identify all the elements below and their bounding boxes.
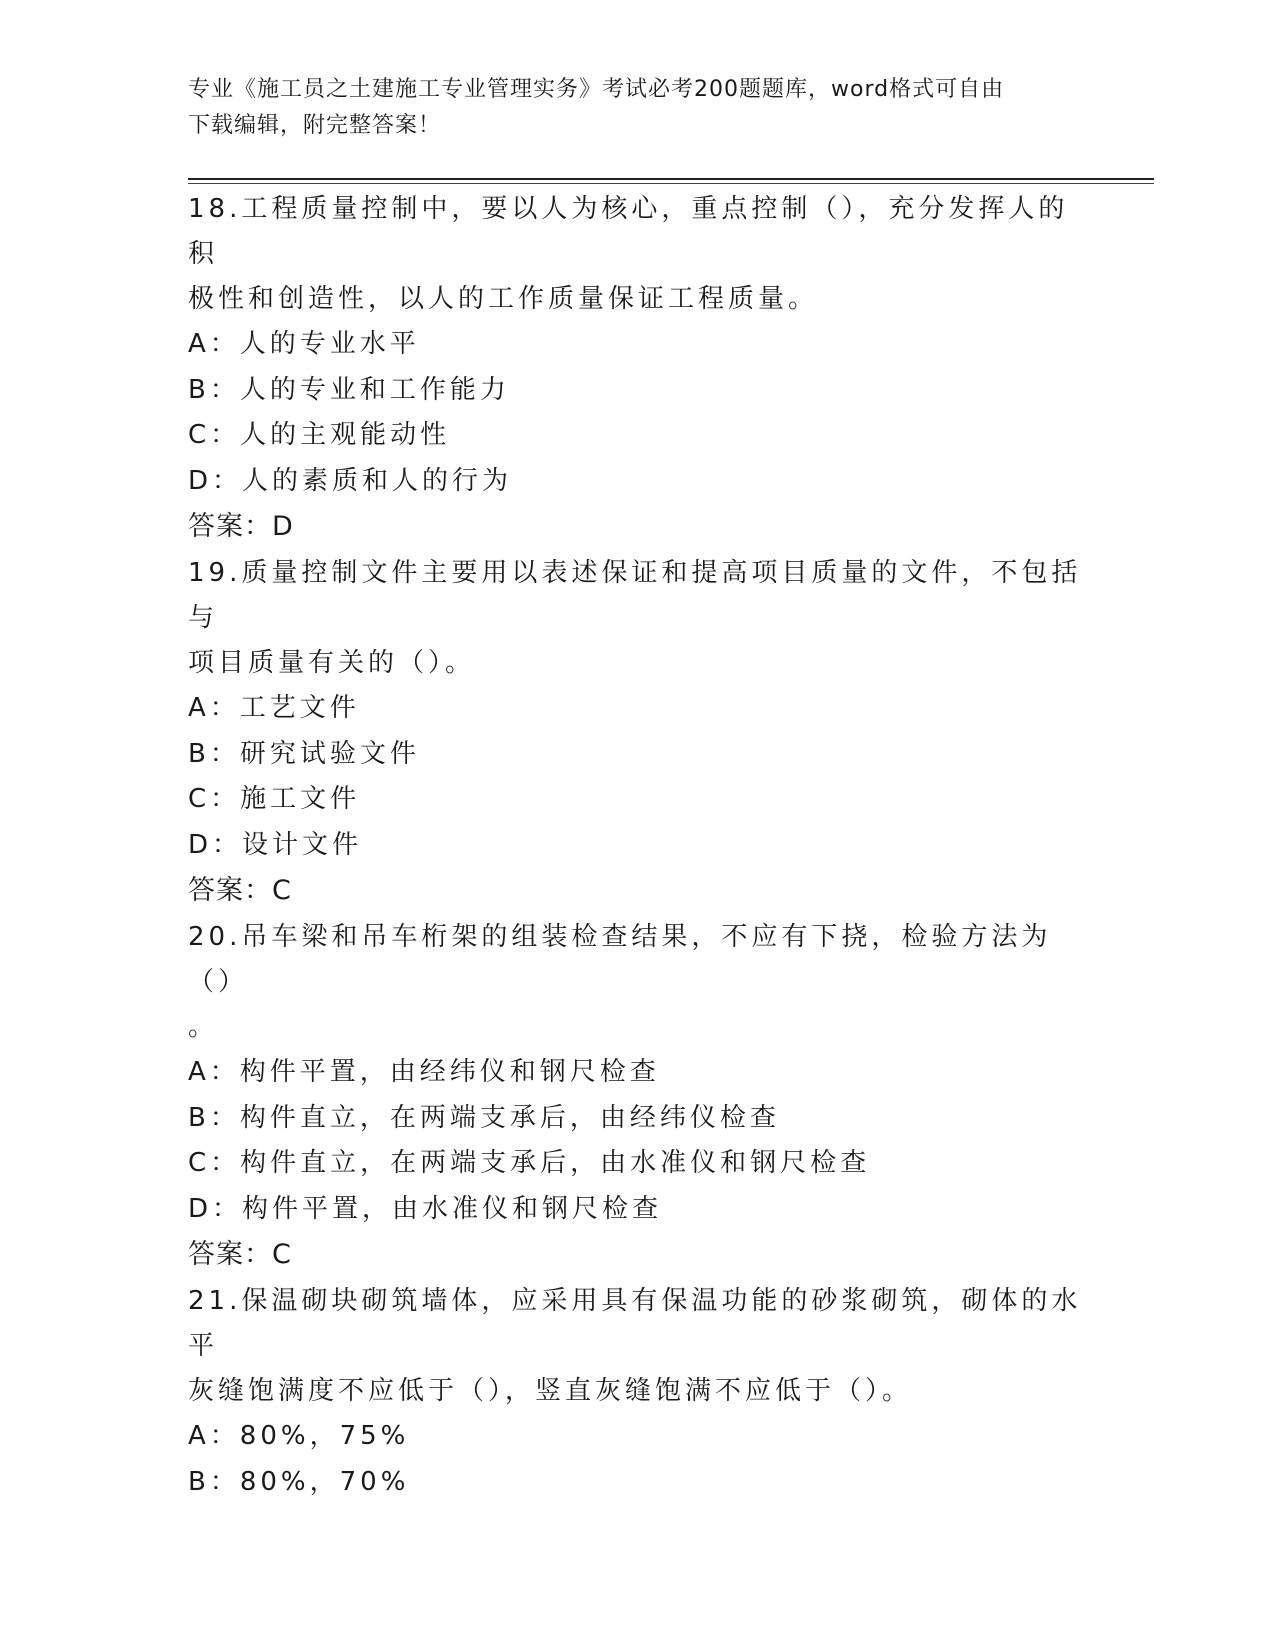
option-d: D：人的素质和人的行为 xyxy=(188,465,513,496)
question-19 xyxy=(188,551,1088,913)
option-a: A：工艺文件 xyxy=(188,693,360,723)
answer-line: 答案：C xyxy=(188,1239,292,1270)
header-line-2: 下载编辑，附完整答案！ xyxy=(188,113,442,138)
question-stem-line: 项目质量有关的（）。 xyxy=(188,648,476,678)
option-c: C：人的主观能动性 xyxy=(188,420,451,450)
option-a: A：构件平置，由经纬仪和钢尺检查 xyxy=(188,1057,660,1087)
question-20 xyxy=(188,915,1088,1277)
option-a: A：人的专业水平 xyxy=(188,329,420,359)
question-18 xyxy=(188,187,1088,549)
option-b: B：构件直立，在两端支承后，由经纬仪检查 xyxy=(188,1102,780,1133)
question-stem-line: 18.工程质量控制中，要以人为核心，重点控制（），充分发挥人的积 xyxy=(188,194,1069,269)
header-divider-thin xyxy=(188,183,1154,184)
option-b: B：研究试验文件 xyxy=(188,738,420,769)
answer-line: 答案：D xyxy=(188,511,294,542)
question-21 xyxy=(188,1279,1088,1505)
option-d: D：构件平置，由水准仪和钢尺检查 xyxy=(188,1193,663,1224)
question-stem-line: 极性和创造性，以人的工作质量保证工程质量。 xyxy=(188,284,819,314)
question-stem-line: 灰缝饱满度不应低于（），竖直灰缝饱满不应低于（）。 xyxy=(188,1376,913,1406)
question-stem-line: 20.吊车梁和吊车桁架的组装检查结果，不应有下挠，检验方法为（） xyxy=(188,922,1052,997)
option-b: B：人的专业和工作能力 xyxy=(188,374,510,405)
question-stem-line: 21.保温砌块砌筑墙体，应采用具有保温功能的砂浆砌筑，砌体的水平 xyxy=(188,1286,1082,1361)
document-header xyxy=(188,72,1088,144)
option-b: B：80%，70% xyxy=(188,1466,410,1497)
option-d: D：设计文件 xyxy=(188,829,363,860)
question-stem-line: 。 xyxy=(188,1012,219,1042)
header-divider-thick xyxy=(188,178,1154,180)
answer-line: 答案：C xyxy=(188,875,292,906)
option-c: C：施工文件 xyxy=(188,784,361,814)
question-stem-line: 19.质量控制文件主要用以表述保证和提高项目质量的文件，不包括与 xyxy=(188,558,1082,633)
header-line-1: 专业《施工员之土建施工专业管理实务》考试必考200题题库，word格式可自由 xyxy=(188,77,1005,102)
option-c: C：构件直立，在两端支承后，由水准仪和钢尺检查 xyxy=(188,1148,871,1178)
option-a: A：80%，75% xyxy=(188,1421,410,1451)
